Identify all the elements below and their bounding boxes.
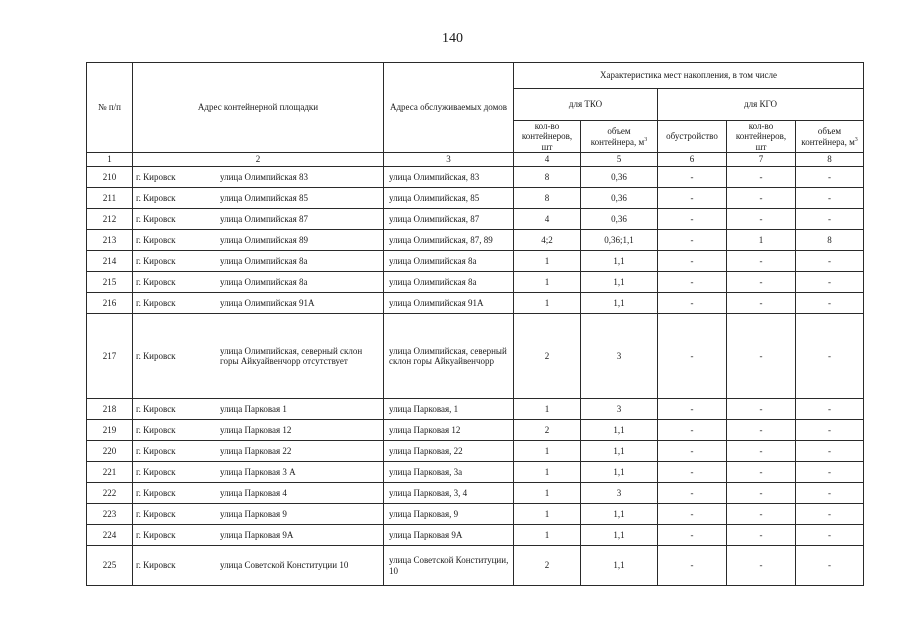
kgo-container-count: -	[727, 251, 796, 272]
served-houses: улица Олимпийская, северный склон горы Айкуайвенчорр	[384, 314, 514, 399]
kgo-container-volume: -	[796, 272, 864, 293]
kgo-equipment: -	[658, 314, 727, 399]
header-kgo: для КГО	[658, 89, 864, 121]
site-city: г. Кировск	[136, 529, 176, 540]
kgo-equipment: -	[658, 167, 727, 188]
tko-container-count: 1	[514, 483, 581, 504]
kgo-container-volume: -	[796, 314, 864, 399]
row-number: 213	[87, 230, 133, 251]
tko-container-count: 1	[514, 441, 581, 462]
header-served-houses: Адреса обслуживаемых домов	[384, 63, 514, 153]
kgo-container-count: -	[727, 399, 796, 420]
column-number: 5	[581, 153, 658, 167]
served-houses: улица Парковая, 1	[384, 399, 514, 420]
row-number: 222	[87, 483, 133, 504]
served-houses: улица Парковая 12	[384, 420, 514, 441]
column-number: 2	[133, 153, 384, 167]
tko-container-count: 1	[514, 504, 581, 525]
table-row	[87, 293, 864, 314]
site-address	[133, 230, 384, 251]
tko-container-count: 4	[514, 209, 581, 230]
site-street: улица Олимпийская 83	[220, 171, 309, 182]
site-address	[133, 167, 384, 188]
site-address	[133, 462, 384, 483]
tko-container-volume: 1,1	[581, 462, 658, 483]
column-number: 4	[514, 153, 581, 167]
tko-container-volume: 1,1	[581, 293, 658, 314]
site-address	[133, 399, 384, 420]
column-number: 1	[87, 153, 133, 167]
tko-container-volume: 1,1	[581, 525, 658, 546]
column-number: 8	[796, 153, 864, 167]
table-row	[87, 483, 864, 504]
kgo-container-volume: -	[796, 420, 864, 441]
row-number: 211	[87, 188, 133, 209]
tko-container-count: 1	[514, 525, 581, 546]
header-kgo-count: кол-во контейнеров, шт	[727, 121, 796, 153]
site-street: улица Олимпийская 91А	[220, 297, 315, 308]
site-street: улица Парковая 12	[220, 424, 292, 435]
tko-container-volume: 3	[581, 483, 658, 504]
kgo-container-volume: -	[796, 209, 864, 230]
served-houses: улица Олимпийская, 85	[384, 188, 514, 209]
tko-container-volume: 0,36	[581, 167, 658, 188]
tko-container-count: 8	[514, 167, 581, 188]
kgo-container-count: -	[727, 504, 796, 525]
header-tko: для ТКО	[514, 89, 658, 121]
table-row	[87, 546, 864, 586]
served-houses: улица Олимпийская 8а	[384, 251, 514, 272]
row-number: 220	[87, 441, 133, 462]
tko-container-count: 1	[514, 272, 581, 293]
column-number: 7	[727, 153, 796, 167]
row-number: 217	[87, 314, 133, 399]
site-city: г. Кировск	[136, 445, 176, 456]
site-street: улица Олимпийская 8а	[220, 255, 308, 266]
tko-container-volume: 3	[581, 314, 658, 399]
table-row	[87, 441, 864, 462]
row-number: 212	[87, 209, 133, 230]
tko-container-volume: 0,36	[581, 209, 658, 230]
kgo-equipment: -	[658, 504, 727, 525]
header-characteristics: Характеристика мест накопления, в том числе	[514, 63, 864, 89]
kgo-container-count: -	[727, 483, 796, 504]
kgo-equipment: -	[658, 420, 727, 441]
tko-container-volume: 0,36;1,1	[581, 230, 658, 251]
site-street: улица Олимпийская 87	[220, 213, 309, 224]
tko-container-volume: 1,1	[581, 251, 658, 272]
kgo-container-volume: 8	[796, 230, 864, 251]
kgo-equipment: -	[658, 188, 727, 209]
site-city: г. Кировск	[136, 276, 176, 287]
row-number: 225	[87, 546, 133, 586]
kgo-equipment: -	[658, 483, 727, 504]
kgo-container-count: -	[727, 167, 796, 188]
kgo-container-volume: -	[796, 251, 864, 272]
table-header	[87, 63, 864, 167]
site-street: улица Парковая 22	[220, 445, 292, 456]
kgo-equipment: -	[658, 441, 727, 462]
tko-container-volume: 1,1	[581, 272, 658, 293]
table-row	[87, 504, 864, 525]
site-city: г. Кировск	[136, 560, 176, 571]
row-number: 215	[87, 272, 133, 293]
header-tko-count: кол-во контейнеров, шт	[514, 121, 581, 153]
table-body	[87, 167, 864, 586]
table-row	[87, 314, 864, 399]
site-street: улица Олимпийская, северный склон горы Айкуайвенчорр отсутствует	[220, 345, 363, 367]
site-address	[133, 272, 384, 293]
served-houses: улица Парковая, 3, 4	[384, 483, 514, 504]
table-row	[87, 420, 864, 441]
table-row	[87, 251, 864, 272]
table-row	[87, 230, 864, 251]
site-city: г. Кировск	[136, 487, 176, 498]
site-city: г. Кировск	[136, 255, 176, 266]
table-row	[87, 272, 864, 293]
served-houses: улица Олимпийская 91А	[384, 293, 514, 314]
kgo-equipment: -	[658, 272, 727, 293]
row-number: 221	[87, 462, 133, 483]
tko-container-volume: 1,1	[581, 441, 658, 462]
kgo-equipment: -	[658, 293, 727, 314]
tko-container-volume: 3	[581, 399, 658, 420]
row-number: 216	[87, 293, 133, 314]
tko-container-volume: 1,1	[581, 420, 658, 441]
tko-container-volume: 1,1	[581, 546, 658, 586]
site-city: г. Кировск	[136, 213, 176, 224]
tko-container-volume: 1,1	[581, 504, 658, 525]
tko-container-count: 2	[514, 420, 581, 441]
kgo-container-volume: -	[796, 462, 864, 483]
site-city: г. Кировск	[136, 234, 176, 245]
kgo-container-volume: -	[796, 483, 864, 504]
served-houses: улица Советской Конституции, 10	[384, 546, 514, 586]
kgo-container-volume: -	[796, 188, 864, 209]
site-city: г. Кировск	[136, 350, 176, 361]
table-row	[87, 209, 864, 230]
kgo-container-volume: -	[796, 441, 864, 462]
kgo-container-count: -	[727, 188, 796, 209]
header-tko-volume: объем контейнера, $м^3$	[581, 121, 658, 153]
column-number: 3	[384, 153, 514, 167]
kgo-container-count: -	[727, 209, 796, 230]
kgo-container-volume: -	[796, 546, 864, 586]
tko-container-count: 2	[514, 314, 581, 399]
served-houses: улица Парковая, 9	[384, 504, 514, 525]
site-city: г. Кировск	[136, 424, 176, 435]
kgo-container-count: -	[727, 441, 796, 462]
site-street: улица Олимпийская 89	[220, 234, 309, 245]
site-address	[133, 314, 384, 399]
tko-container-count: 4;2	[514, 230, 581, 251]
kgo-equipment: -	[658, 546, 727, 586]
row-number: 218	[87, 399, 133, 420]
kgo-container-volume: -	[796, 525, 864, 546]
served-houses: улица Олимпийская, 87, 89	[384, 230, 514, 251]
site-address	[133, 251, 384, 272]
page-number: 140	[442, 31, 463, 46]
site-address	[133, 525, 384, 546]
kgo-equipment: -	[658, 251, 727, 272]
row-number: 223	[87, 504, 133, 525]
table-row	[87, 188, 864, 209]
kgo-container-count: -	[727, 314, 796, 399]
tko-container-count: 8	[514, 188, 581, 209]
site-city: г. Кировск	[136, 508, 176, 519]
served-houses: улица Парковая, 22	[384, 441, 514, 462]
kgo-container-volume: -	[796, 399, 864, 420]
column-numbers-row	[87, 153, 864, 167]
site-street: улица Олимпийская 85	[220, 192, 309, 203]
site-address	[133, 209, 384, 230]
site-address	[133, 441, 384, 462]
tko-container-count: 1	[514, 462, 581, 483]
row-number: 214	[87, 251, 133, 272]
site-street: улица Парковая 9	[220, 508, 287, 519]
container-sites-table	[86, 62, 864, 586]
tko-container-count: 1	[514, 293, 581, 314]
header-kgo-volume: объем контейнера, $м^3$	[796, 121, 864, 153]
site-city: г. Кировск	[136, 297, 176, 308]
tko-container-volume: 0,36	[581, 188, 658, 209]
tko-container-count: 1	[514, 399, 581, 420]
site-address	[133, 293, 384, 314]
site-address	[133, 483, 384, 504]
served-houses: улица Олимпийская, 83	[384, 167, 514, 188]
row-number: 219	[87, 420, 133, 441]
site-street: улица Советской Конституции 10	[220, 560, 349, 571]
site-street: улица Парковая 9А	[220, 529, 294, 540]
kgo-equipment: -	[658, 209, 727, 230]
kgo-equipment: -	[658, 462, 727, 483]
column-number: 6	[658, 153, 727, 167]
header-kgo-equipment: обустройство	[658, 121, 727, 153]
table-row	[87, 399, 864, 420]
kgo-equipment: -	[658, 399, 727, 420]
kgo-container-count: -	[727, 420, 796, 441]
kgo-container-volume: -	[796, 167, 864, 188]
kgo-container-count: -	[727, 462, 796, 483]
site-city: г. Кировск	[136, 192, 176, 203]
tko-container-count: 2	[514, 546, 581, 586]
served-houses: улица Парковая, 3а	[384, 462, 514, 483]
kgo-container-count: -	[727, 293, 796, 314]
kgo-container-count: -	[727, 525, 796, 546]
kgo-container-count: -	[727, 546, 796, 586]
kgo-equipment: -	[658, 525, 727, 546]
kgo-equipment: -	[658, 230, 727, 251]
table-row	[87, 525, 864, 546]
tko-container-count: 1	[514, 251, 581, 272]
site-street: улица Парковая 1	[220, 403, 287, 414]
served-houses: улица Парковая 9А	[384, 525, 514, 546]
site-street: улица Парковая 4	[220, 487, 287, 498]
table-row	[87, 462, 864, 483]
kgo-container-volume: -	[796, 293, 864, 314]
served-houses: улица Олимпийская 8а	[384, 272, 514, 293]
header-num: № п/п	[87, 63, 133, 153]
site-address	[133, 188, 384, 209]
row-number: 210	[87, 167, 133, 188]
served-houses: улица Олимпийская, 87	[384, 209, 514, 230]
kgo-container-volume: -	[796, 504, 864, 525]
site-street: улица Парковая 3 А	[220, 466, 296, 477]
site-city: г. Кировск	[136, 403, 176, 414]
site-address	[133, 546, 384, 586]
site-address	[133, 504, 384, 525]
table-row	[87, 167, 864, 188]
site-street: улица Олимпийская 8а	[220, 276, 308, 287]
header-address: Адрес контейнерной площадки	[133, 63, 384, 153]
row-number: 224	[87, 525, 133, 546]
site-address	[133, 420, 384, 441]
site-city: г. Кировск	[136, 171, 176, 182]
kgo-container-count: -	[727, 272, 796, 293]
kgo-container-count: 1	[727, 230, 796, 251]
site-city: г. Кировск	[136, 466, 176, 477]
